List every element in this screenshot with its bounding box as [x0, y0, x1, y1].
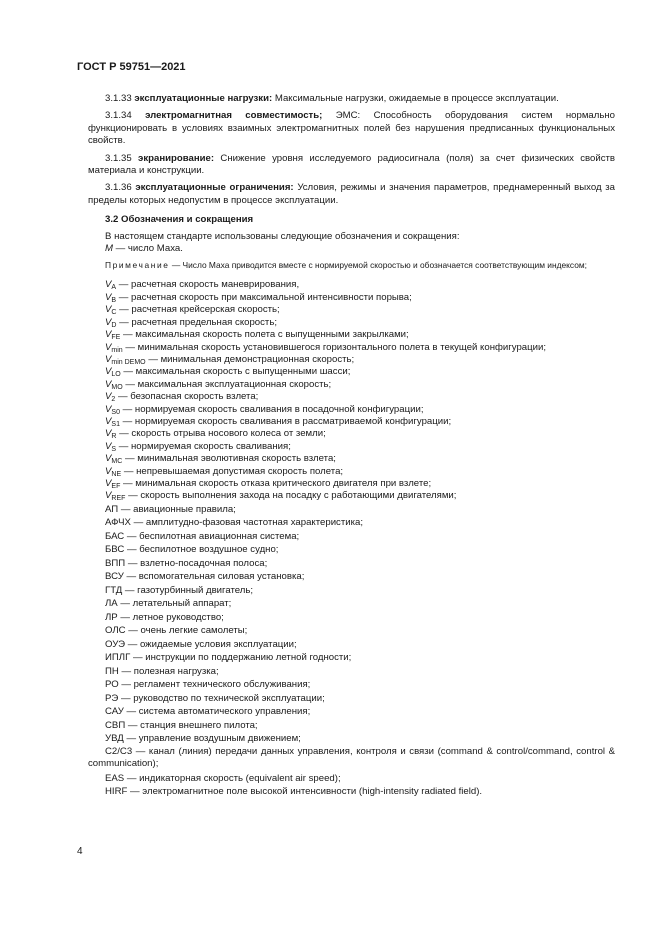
symbol-subscript: A	[111, 284, 117, 292]
abbreviation-item: ЛА — летательный аппарат;	[105, 598, 232, 610]
symbol-definition: — непревышаемая допустимая скорость полета;	[123, 465, 344, 477]
symbol-definition: — расчетная предельная скорость;	[119, 316, 277, 328]
symbol-definition: — скорость отрыва носового колеса от земли;	[119, 428, 326, 440]
symbol-subscript: R	[111, 433, 117, 441]
abbreviation-item: ГТД — газотурбинный двигатель;	[105, 584, 254, 596]
symbol-item	[88, 441, 615, 453]
note-text: — Число Маха приводится вместе с нормируемой скоростью и обозначается соответствующим индексом;	[171, 260, 587, 271]
abbreviation-item: HIRF — электромагнитное поле высокой интенсивности (high-intensity radiated field).	[105, 786, 483, 798]
symbol-subscript: NE	[111, 470, 122, 478]
symbol-letter: V	[105, 428, 112, 440]
symbol-definition: — максимальная скорость полета с выпущенными закрылками;	[123, 329, 409, 341]
term-entry	[88, 153, 615, 178]
symbol-subscript: LO	[111, 371, 121, 379]
symbol-subscript: S0	[111, 408, 120, 416]
symbol-definition: — минимальная демонстрационная скорость;	[148, 353, 355, 365]
symbol-subscript: EF	[111, 482, 121, 490]
symbol-item	[88, 478, 615, 490]
symbol-item	[88, 490, 615, 502]
abbreviation-item: ОЛС — очень легкие самолеты;	[105, 625, 248, 637]
symbol-subscript: S	[111, 445, 117, 453]
symbol-letter: V	[105, 453, 112, 465]
symbol-item	[88, 329, 615, 341]
standard-header: ГОСТ Р 59751—2021	[77, 61, 186, 73]
symbol-letter: V	[105, 477, 112, 489]
abbreviation-item: ИПЛГ — инструкции по поддержанию летной годности;	[105, 652, 352, 664]
abbreviation-item: C2/C3 — канал (линия) передачи данных управления, контроля и связи (command & control/command, control & communication);	[88, 745, 615, 770]
term-name: эксплуатационные ограничения:	[135, 182, 294, 194]
symbol-definition: — безопасная скорость взлета;	[117, 391, 259, 403]
symbol-item	[88, 466, 615, 478]
symbol-definition: — скорость выполнения захода на посадку с работающими двигателями;	[128, 490, 457, 502]
symbol-letter: V	[105, 391, 112, 403]
symbol-item	[88, 416, 615, 428]
symbol-subscript: C	[111, 309, 117, 317]
term-number: 3.1.36	[105, 182, 132, 194]
symbol-definition: — нормируемая скорость сваливания в посадочной конфигурации;	[122, 403, 424, 415]
note-label: Примечание	[105, 260, 170, 271]
symbol-letter: V	[105, 366, 112, 378]
symbol-subscript: S1	[111, 420, 120, 428]
symbol-subscript: B	[111, 296, 117, 304]
abbreviation-item: ОУЭ — ожидаемые условия эксплуатации;	[105, 638, 297, 650]
symbol-item	[88, 342, 615, 354]
abbreviation-item: СВП — станция внешнего пилота;	[105, 719, 258, 731]
mach-symbol: M	[105, 243, 113, 255]
symbol-definition: — максимальная скорость с выпущенными шасси;	[123, 366, 351, 378]
symbol-subscript: 2	[111, 396, 116, 404]
term-entry	[88, 110, 615, 147]
mach-line	[88, 243, 615, 255]
symbol-letter: V	[105, 279, 112, 291]
symbols-list	[88, 279, 615, 502]
symbol-item	[88, 317, 615, 329]
term-name: эксплуатационные нагрузки:	[134, 93, 273, 104]
symbol-letter: V	[105, 341, 112, 353]
note	[88, 260, 615, 271]
page-content	[88, 93, 615, 799]
symbol-letter: V	[105, 403, 112, 415]
symbol-subscript: min	[111, 346, 123, 354]
abbreviation-item: АФЧХ — амплитудно-фазовая частотная характеристика;	[105, 517, 364, 529]
symbol-letter: V	[105, 490, 112, 502]
abbreviation-item: РО — регламент технического обслуживания;	[105, 679, 311, 691]
term-entry	[88, 182, 615, 207]
symbol-item	[88, 428, 615, 440]
term-definition: Снижение уровня исследуемого радиосигнала (поля) за счет физических свойств материала и конструкции.	[88, 152, 616, 177]
term-definition: Условия, режимы и значения параметров, преднамеренный выход за пределы которых недопустим в процессе эксплуатации.	[88, 182, 615, 206]
symbol-subscript: MC	[111, 458, 123, 466]
term-definition: Максимальные нагрузки, ожидаемые в процессе эксплуатации.	[274, 93, 559, 104]
symbol-definition: — максимальная эксплуатационная скорость;	[125, 378, 332, 390]
symbol-definition: — минимальная скорость установившегося горизонтального полета в текущей конфигурации;	[125, 341, 546, 353]
symbol-item	[88, 366, 615, 378]
term-number: 3.1.34	[105, 110, 132, 122]
term-name: экранирование:	[138, 152, 215, 164]
symbol-item	[88, 391, 615, 403]
abbreviation-item: ЛР — летное руководство;	[105, 611, 224, 623]
symbol-definition: — расчетная скорость маневрирования,	[118, 279, 300, 291]
abbreviations-list	[88, 503, 615, 799]
abbreviation-item: ВСУ — вспомогательная силовая установка;	[105, 571, 305, 583]
term-entry	[88, 93, 615, 105]
abbreviation-item: САУ — система автоматического управления;	[105, 706, 311, 718]
symbol-letter: V	[105, 316, 112, 328]
symbol-subscript: min DEMO	[111, 358, 146, 366]
symbol-letter: V	[105, 353, 112, 365]
symbol-definition: — минимальная эволютивная скорость взлета;	[124, 453, 336, 465]
symbol-definition: — расчетная скорость при максимальной интенсивности порыва;	[118, 291, 412, 303]
symbol-letter: V	[105, 329, 112, 341]
term-number: 3.1.35	[105, 152, 132, 164]
symbol-letter: V	[105, 291, 112, 303]
symbol-letter: V	[105, 378, 112, 390]
abbreviation-item: ПН — полезная нагрузка;	[105, 665, 219, 677]
symbol-item	[88, 404, 615, 416]
symbol-item	[88, 304, 615, 316]
symbol-letter: V	[105, 304, 112, 316]
symbol-definition: — нормируемая скорость сваливания;	[118, 440, 291, 452]
section-title: 3.2 Обозначения и сокращения	[105, 214, 254, 226]
symbol-subscript: FE	[111, 334, 121, 342]
mach-definition: — число Маха.	[115, 243, 183, 255]
symbol-letter: V	[105, 465, 112, 477]
abbreviation-item: АП — авиационные правила;	[105, 503, 236, 515]
symbol-item	[88, 292, 615, 304]
symbol-subscript: REF	[111, 495, 126, 503]
abbreviation-item: EAS — индикаторная скорость (equivalent air speed);	[105, 772, 341, 784]
symbol-item	[88, 379, 615, 391]
terms-block	[88, 93, 615, 207]
symbol-definition: — расчетная крейсерская скорость;	[119, 304, 280, 316]
section-intro: В настоящем стандарте использованы следующие обозначения и сокращения:	[105, 230, 460, 242]
page-number: 4	[77, 846, 83, 857]
symbol-definition: — минимальная скорость отказа критического двигателя при взлете;	[123, 477, 432, 489]
symbol-item	[88, 279, 615, 291]
abbreviation-item: ВПП — взлетно-посадочная полоса;	[105, 557, 268, 569]
term-definition: ЭМС: Способность оборудования систем нормально функционировать в условиях взаимных электромагнитных полей без нарушения предписанных функциональных свойств.	[88, 110, 615, 147]
term-number: 3.1.33	[105, 93, 132, 104]
symbol-letter: V	[105, 415, 112, 427]
term-name: электромагнитная совместимость;	[145, 110, 323, 122]
symbol-item	[88, 453, 615, 465]
symbol-definition: — нормируемая скорость сваливания в рассматриваемой конфигурации;	[122, 415, 452, 427]
symbol-subscript: D	[111, 321, 117, 329]
abbreviation-item: РЭ — руководство по технической эксплуатации;	[105, 692, 325, 704]
abbreviation-item: БВС — беспилотное воздушное судно;	[105, 544, 279, 556]
symbol-subscript: MO	[111, 383, 123, 391]
abbreviation-item: УВД — управление воздушным движением;	[105, 733, 301, 745]
abbreviation-item: БАС — беспилотная авиационная система;	[105, 530, 300, 542]
symbol-letter: V	[105, 440, 112, 452]
symbol-item	[88, 354, 615, 366]
